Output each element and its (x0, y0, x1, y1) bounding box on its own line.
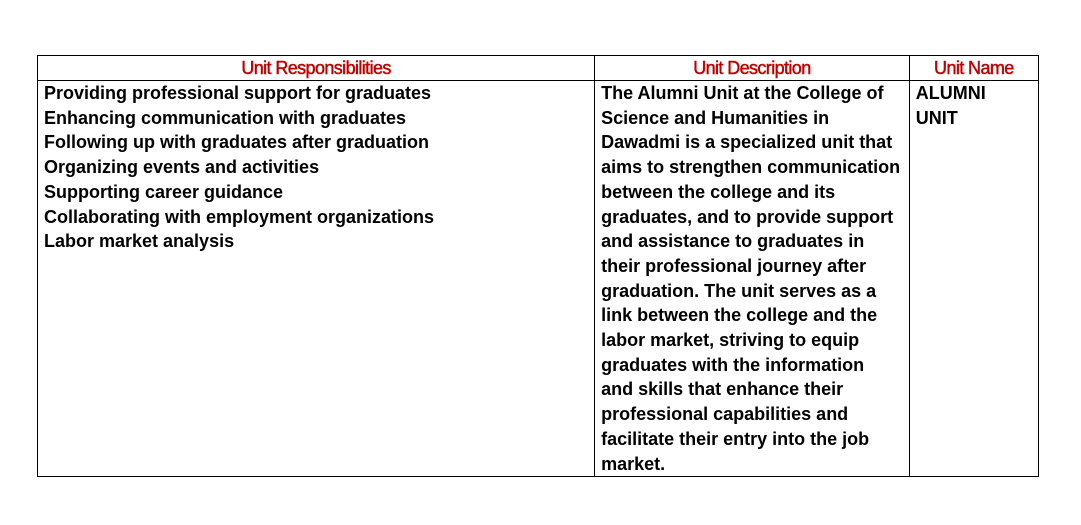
table-header-row (38, 56, 1039, 81)
responsibility-item: Organizing events and activities (44, 157, 320, 178)
responsibility-item: Following up with graduates after graduation (44, 132, 430, 153)
responsibility-item: Collaborating with employment organizations (44, 206, 435, 227)
responsibilities-list (38, 81, 594, 254)
description-cell (595, 81, 910, 477)
header-unit-name: Unit Name (909, 56, 1038, 81)
responsibility-item: Enhancing communication with graduates (44, 107, 407, 128)
unit-description-text: The Alumni Unit at the College of Science and Humanities in Dawadmi is a specialized unit that aims to strengthen communication between the college and its graduates, and to provide support and assistance to graduates in their professional journey after graduation. The unit serves as a link between the college and the labor market, striving to equip graduates with the information and skills that enhance their professional capabilities and facilitate their entry into the job market. (601, 83, 901, 474)
unit-name-cell (909, 81, 1038, 477)
responsibilities-cell (38, 81, 595, 477)
header-unit-responsibilities: Unit Responsibilities (38, 56, 595, 81)
table-row (38, 81, 1039, 477)
unit-name-text: ALUMNI UNIT (915, 83, 986, 128)
header-unit-description: Unit Description (595, 56, 910, 81)
responsibility-item: Labor market analysis (44, 231, 235, 252)
responsibility-item: Providing professional support for graduates (44, 83, 432, 103)
responsibility-item: Supporting career guidance (44, 181, 284, 202)
unit-info-table (37, 55, 1039, 477)
